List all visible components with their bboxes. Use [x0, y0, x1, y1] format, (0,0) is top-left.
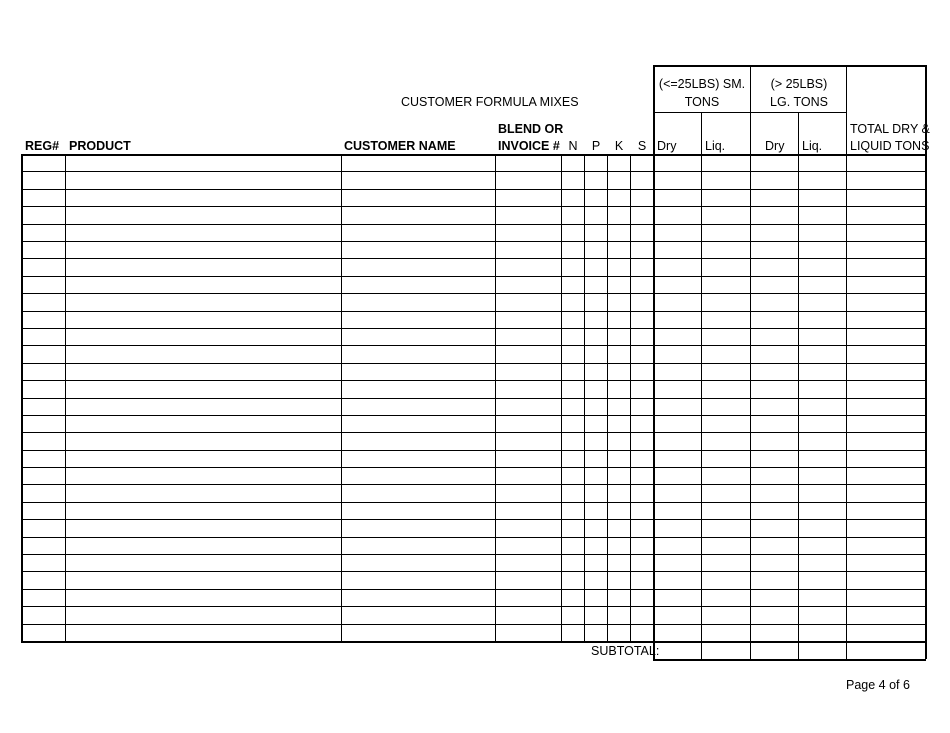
sm-tons-header-line2: TONS [684, 95, 720, 109]
page-number: Page 4 of 6 [846, 678, 910, 692]
col-reg: REG# [25, 139, 60, 153]
row-line [21, 293, 926, 294]
row-line [21, 189, 926, 190]
column-line [925, 154, 927, 641]
row-line [21, 624, 926, 625]
row-line [21, 241, 926, 242]
column-line [341, 154, 342, 641]
subtotal-bottom-line [653, 659, 926, 661]
column-line [750, 154, 751, 641]
column-line [630, 154, 631, 641]
column-line [798, 154, 799, 641]
row-line [21, 363, 926, 364]
subtotal-label: SUBTOTAL: [591, 644, 660, 658]
row-line [21, 398, 926, 399]
row-line [21, 171, 926, 172]
row-line [21, 206, 926, 207]
row-line [21, 606, 926, 607]
row-line [21, 450, 926, 451]
lg-tons-header-line1: (> 25LBS) [770, 77, 828, 91]
col-customer-name: CUSTOMER NAME [344, 139, 456, 153]
col-lg-dry: Dry [765, 139, 785, 153]
subtotal-cell-line [925, 641, 927, 659]
column-line [584, 154, 585, 641]
col-product: PRODUCT [69, 139, 131, 153]
row-line [21, 641, 926, 643]
row-line [21, 311, 926, 312]
row-line [21, 380, 926, 381]
row-line [21, 589, 926, 590]
row-line [21, 502, 926, 503]
column-line [495, 154, 496, 641]
col-n: N [568, 139, 578, 153]
row-line [21, 328, 926, 329]
col-s: S [637, 139, 647, 153]
subtotal-cell-line [701, 641, 702, 659]
row-line [21, 537, 926, 538]
column-line [607, 154, 608, 641]
subtotal-cell-line [846, 641, 847, 659]
col-sm-dry: Dry [657, 139, 677, 153]
col-blend-line1: BLEND OR [498, 122, 564, 136]
row-line [21, 554, 926, 555]
column-line [21, 154, 23, 641]
column-line [65, 154, 66, 641]
row-line [21, 276, 926, 277]
col-lg-liq: Liq. [802, 139, 823, 153]
row-line [21, 571, 926, 572]
row-line [21, 258, 926, 259]
row-line [21, 432, 926, 433]
sm-tons-header-line1: (<=25LBS) SM. [658, 77, 746, 91]
row-line [21, 467, 926, 468]
row-line [21, 345, 926, 346]
col-blend-line2: INVOICE # [498, 139, 560, 153]
col-sm-liq: Liq. [705, 139, 726, 153]
column-line [846, 154, 847, 641]
column-line [561, 154, 562, 641]
col-total-line2: LIQUID TONS [850, 139, 930, 153]
column-line [653, 154, 655, 641]
form-title: CUSTOMER FORMULA MIXES [401, 95, 579, 109]
col-p: P [591, 139, 601, 153]
col-k: K [614, 139, 624, 153]
row-line [21, 484, 926, 485]
row-line [21, 519, 926, 520]
col-total-line1: TOTAL DRY & [850, 122, 930, 136]
row-line [21, 154, 926, 156]
row-line [21, 415, 926, 416]
column-line [701, 154, 702, 641]
subtotal-cell-line [750, 641, 751, 659]
row-line [21, 224, 926, 225]
lg-tons-header-line2: LG. TONS [770, 95, 828, 109]
subtotal-cell-line [798, 641, 799, 659]
